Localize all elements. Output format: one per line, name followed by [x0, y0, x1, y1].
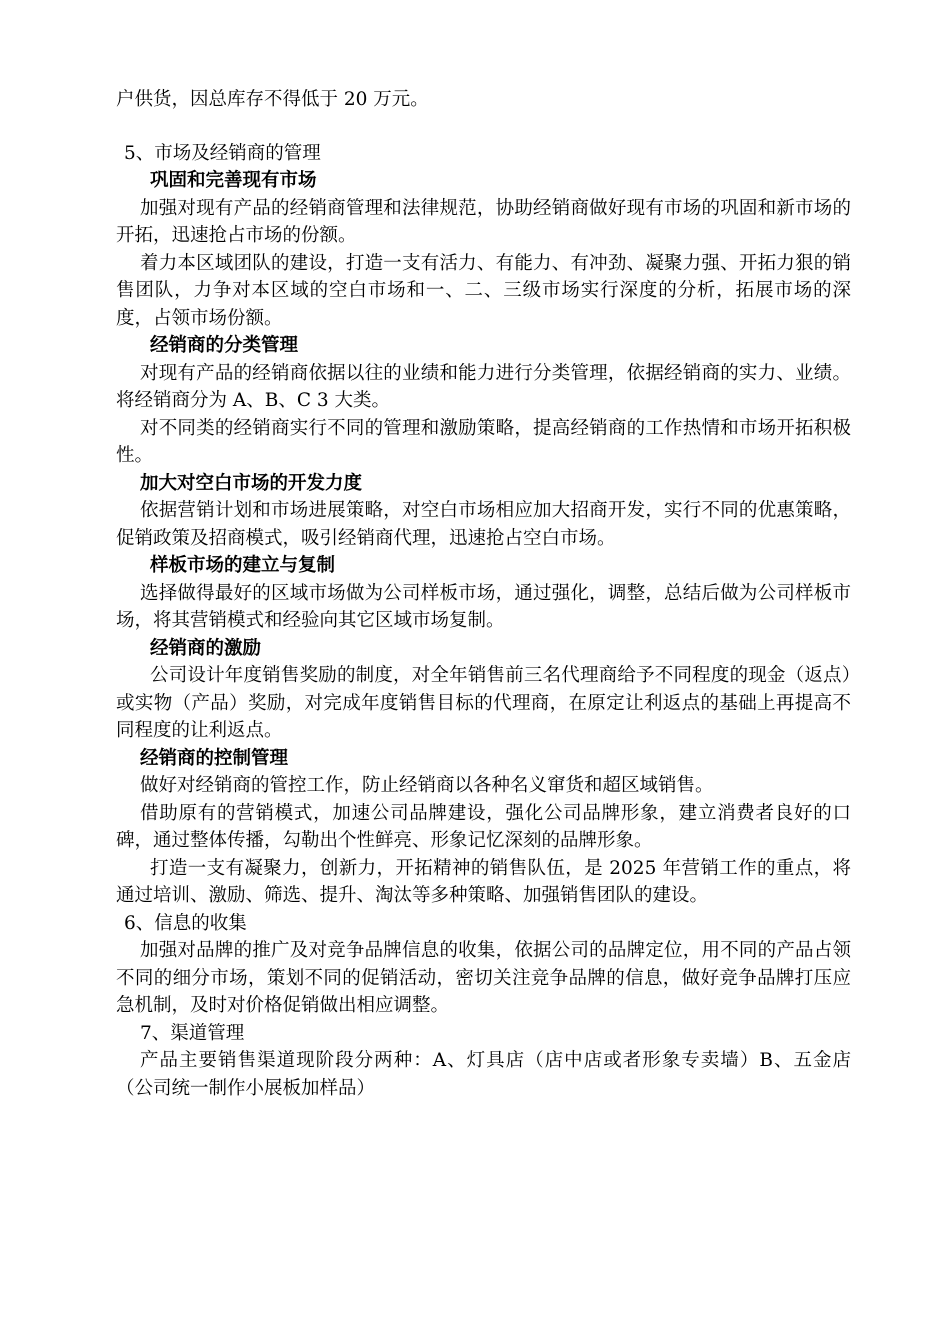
- heading-blank-market-development: 加大对空白市场的开发力度: [140, 472, 363, 494]
- body-paragraph: 依据营销计划和市场进展策略，对空白市场相应加大招商开发，实行不同的优惠策略，促销政策及招商模式，吸引经销商代理，迅速抢占空白市场。: [116, 500, 851, 549]
- body-paragraph: 产品主要销售渠道现阶段分两种：A、灯具店（店中店或者形象专卖墙）B、五金店（公司统一制作小展板加样品）: [116, 1050, 851, 1099]
- body-paragraph: 选择做得最好的区域市场做为公司样板市场，通过强化，调整，总结后做为公司样板市场，将其营销模式和经验向其它区域市场复制。: [116, 582, 851, 631]
- body-paragraph: 打造一支有凝聚力，创新力，开拓精神的销售队伍，是 2025 年营销工作的重点，将通过培训、激励、筛选、提升、淘汰等多种策略、加强销售团队的建设。: [116, 857, 851, 906]
- document-body: [116, 86, 851, 1102]
- body-paragraph: 对不同类的经销商实行不同的管理和激励策略，提高经销商的工作热情和市场开拓积极性。: [116, 417, 851, 466]
- body-paragraph: 借助原有的营销模式，加速公司品牌建设，强化公司品牌形象，建立消费者良好的口碑，通过整体传播，勾勒出个性鲜亮、形象记忆深刻的品牌形象。: [116, 802, 851, 851]
- heading-model-market: 样板市场的建立与复制: [150, 555, 336, 576]
- heading-dealer-control: 经销商的控制管理: [140, 747, 289, 769]
- body-paragraph: 加强对现有产品的经销商管理和法律规范，协助经销商做好现有市场的巩固和新市场的开拓，迅速抢占市场的份额。: [116, 197, 851, 246]
- heading-dealer-classification: 经销商的分类管理: [150, 335, 299, 356]
- body-paragraph: 公司设计年度销售奖励的制度，对全年销售前三名代理商给予不同程度的现金（返点）或实物（产品）奖励，对完成年度销售目标的代理商，在原定让利返点的基础上再提高不同程度的让利返点。: [116, 665, 851, 741]
- heading-dealer-incentive: 经销商的激励: [150, 637, 262, 659]
- body-paragraph: 着力本区域团队的建设，打造一支有活力、有能力、有冲劲、凝聚力强、开拓力狠的销售团队，力争对本区域的空白市场和一、二、三级市场实行深度的分析，拓展市场的深度，占领市场份额。: [116, 252, 851, 329]
- body-paragraph: 做好对经销商的管控工作，防止经销商以各种名义窜货和超区域销售。: [140, 775, 714, 796]
- section-title-market-dealer-management: 5、市场及经销商的管理: [124, 142, 321, 164]
- section-title-information-collection: 6、信息的收集: [124, 912, 247, 934]
- heading-consolidate-market: 巩固和完善现有市场: [150, 170, 317, 191]
- body-paragraph: 对现有产品的经销商依据以往的业绩和能力进行分类管理，依据经销商的实力、业绩。将经销商分为 A、B、C 3 大类。: [116, 362, 851, 411]
- section-title-channel-management: 7、渠道管理: [140, 1022, 245, 1044]
- blank-line: [116, 114, 851, 140]
- paragraph-continuation: 户供货，因总库存不得低于 20 万元。: [116, 89, 429, 110]
- body-paragraph: 加强对品牌的推广及对竞争品牌信息的收集，依据公司的品牌定位，用不同的产品占领不同的细分市场，策划不同的促销活动，密切关注竞争品牌的信息，做好竞争品牌打压应急机制，及时对价格促销做出相应调整。: [116, 940, 851, 1016]
